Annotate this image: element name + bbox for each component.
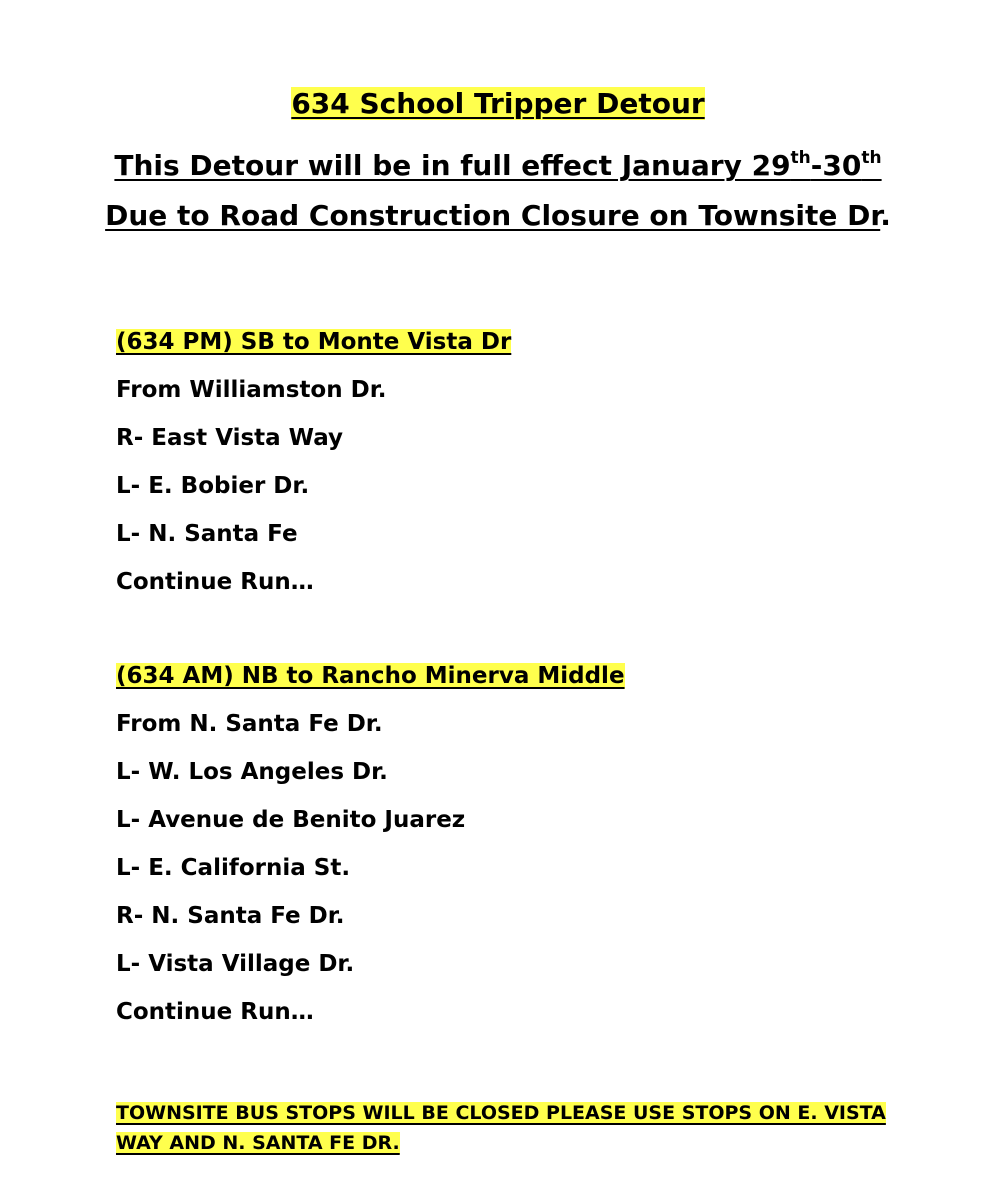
route-steps bbox=[116, 708, 936, 1044]
route-step: L- Vista Village Dr. bbox=[116, 951, 355, 977]
route-step: L- N. Santa Fe bbox=[116, 521, 298, 547]
route-step: Continue Run… bbox=[116, 999, 314, 1025]
section-heading bbox=[116, 660, 936, 692]
page-title bbox=[0, 84, 996, 124]
effective-dates-text bbox=[114, 149, 881, 182]
notice-text: TOWNSITE BUS STOPS WILL BE CLOSED PLEASE USE STOPS ON E. VISTA WAY AND N. SANTA FE DR. bbox=[116, 1102, 886, 1154]
title-text: 634 School Tripper Detour bbox=[291, 87, 705, 120]
route-step: From N. Santa Fe Dr. bbox=[116, 711, 383, 737]
date-suffix-start: th bbox=[790, 148, 811, 168]
section-heading bbox=[116, 326, 936, 358]
section-heading-text: (634 PM) SB to Monte Vista Dr bbox=[116, 329, 512, 355]
route-step: From Williamston Dr. bbox=[116, 377, 387, 403]
route-step: L- E. Bobier Dr. bbox=[116, 473, 310, 499]
route-step: L- E. California St. bbox=[116, 855, 351, 881]
closure-reason-line bbox=[0, 196, 996, 236]
route-steps bbox=[116, 374, 936, 614]
closure-reason-text: Due to Road Construction Closure on Townsite Dr bbox=[105, 199, 881, 232]
route-step: R- East Vista Way bbox=[116, 425, 344, 451]
effective-dates-line bbox=[0, 146, 996, 186]
bus-stop-closure-notice bbox=[116, 1098, 916, 1158]
effective-dates-middle: -30 bbox=[810, 149, 862, 182]
route-step: L- Avenue de Benito Juarez bbox=[116, 807, 466, 833]
effective-dates-prefix: This Detour will be in full effect January 29 bbox=[114, 149, 791, 182]
closure-reason-period: . bbox=[880, 199, 891, 232]
route-step: L- W. Los Angeles Dr. bbox=[116, 759, 388, 785]
route-step: R- N. Santa Fe Dr. bbox=[116, 903, 345, 929]
am-detour-section bbox=[116, 660, 936, 1044]
date-suffix-end: th bbox=[861, 148, 882, 168]
pm-detour-section bbox=[116, 326, 936, 614]
section-heading-text: (634 AM) NB to Rancho Minerva Middle bbox=[116, 663, 625, 689]
route-step: Continue Run… bbox=[116, 569, 314, 595]
